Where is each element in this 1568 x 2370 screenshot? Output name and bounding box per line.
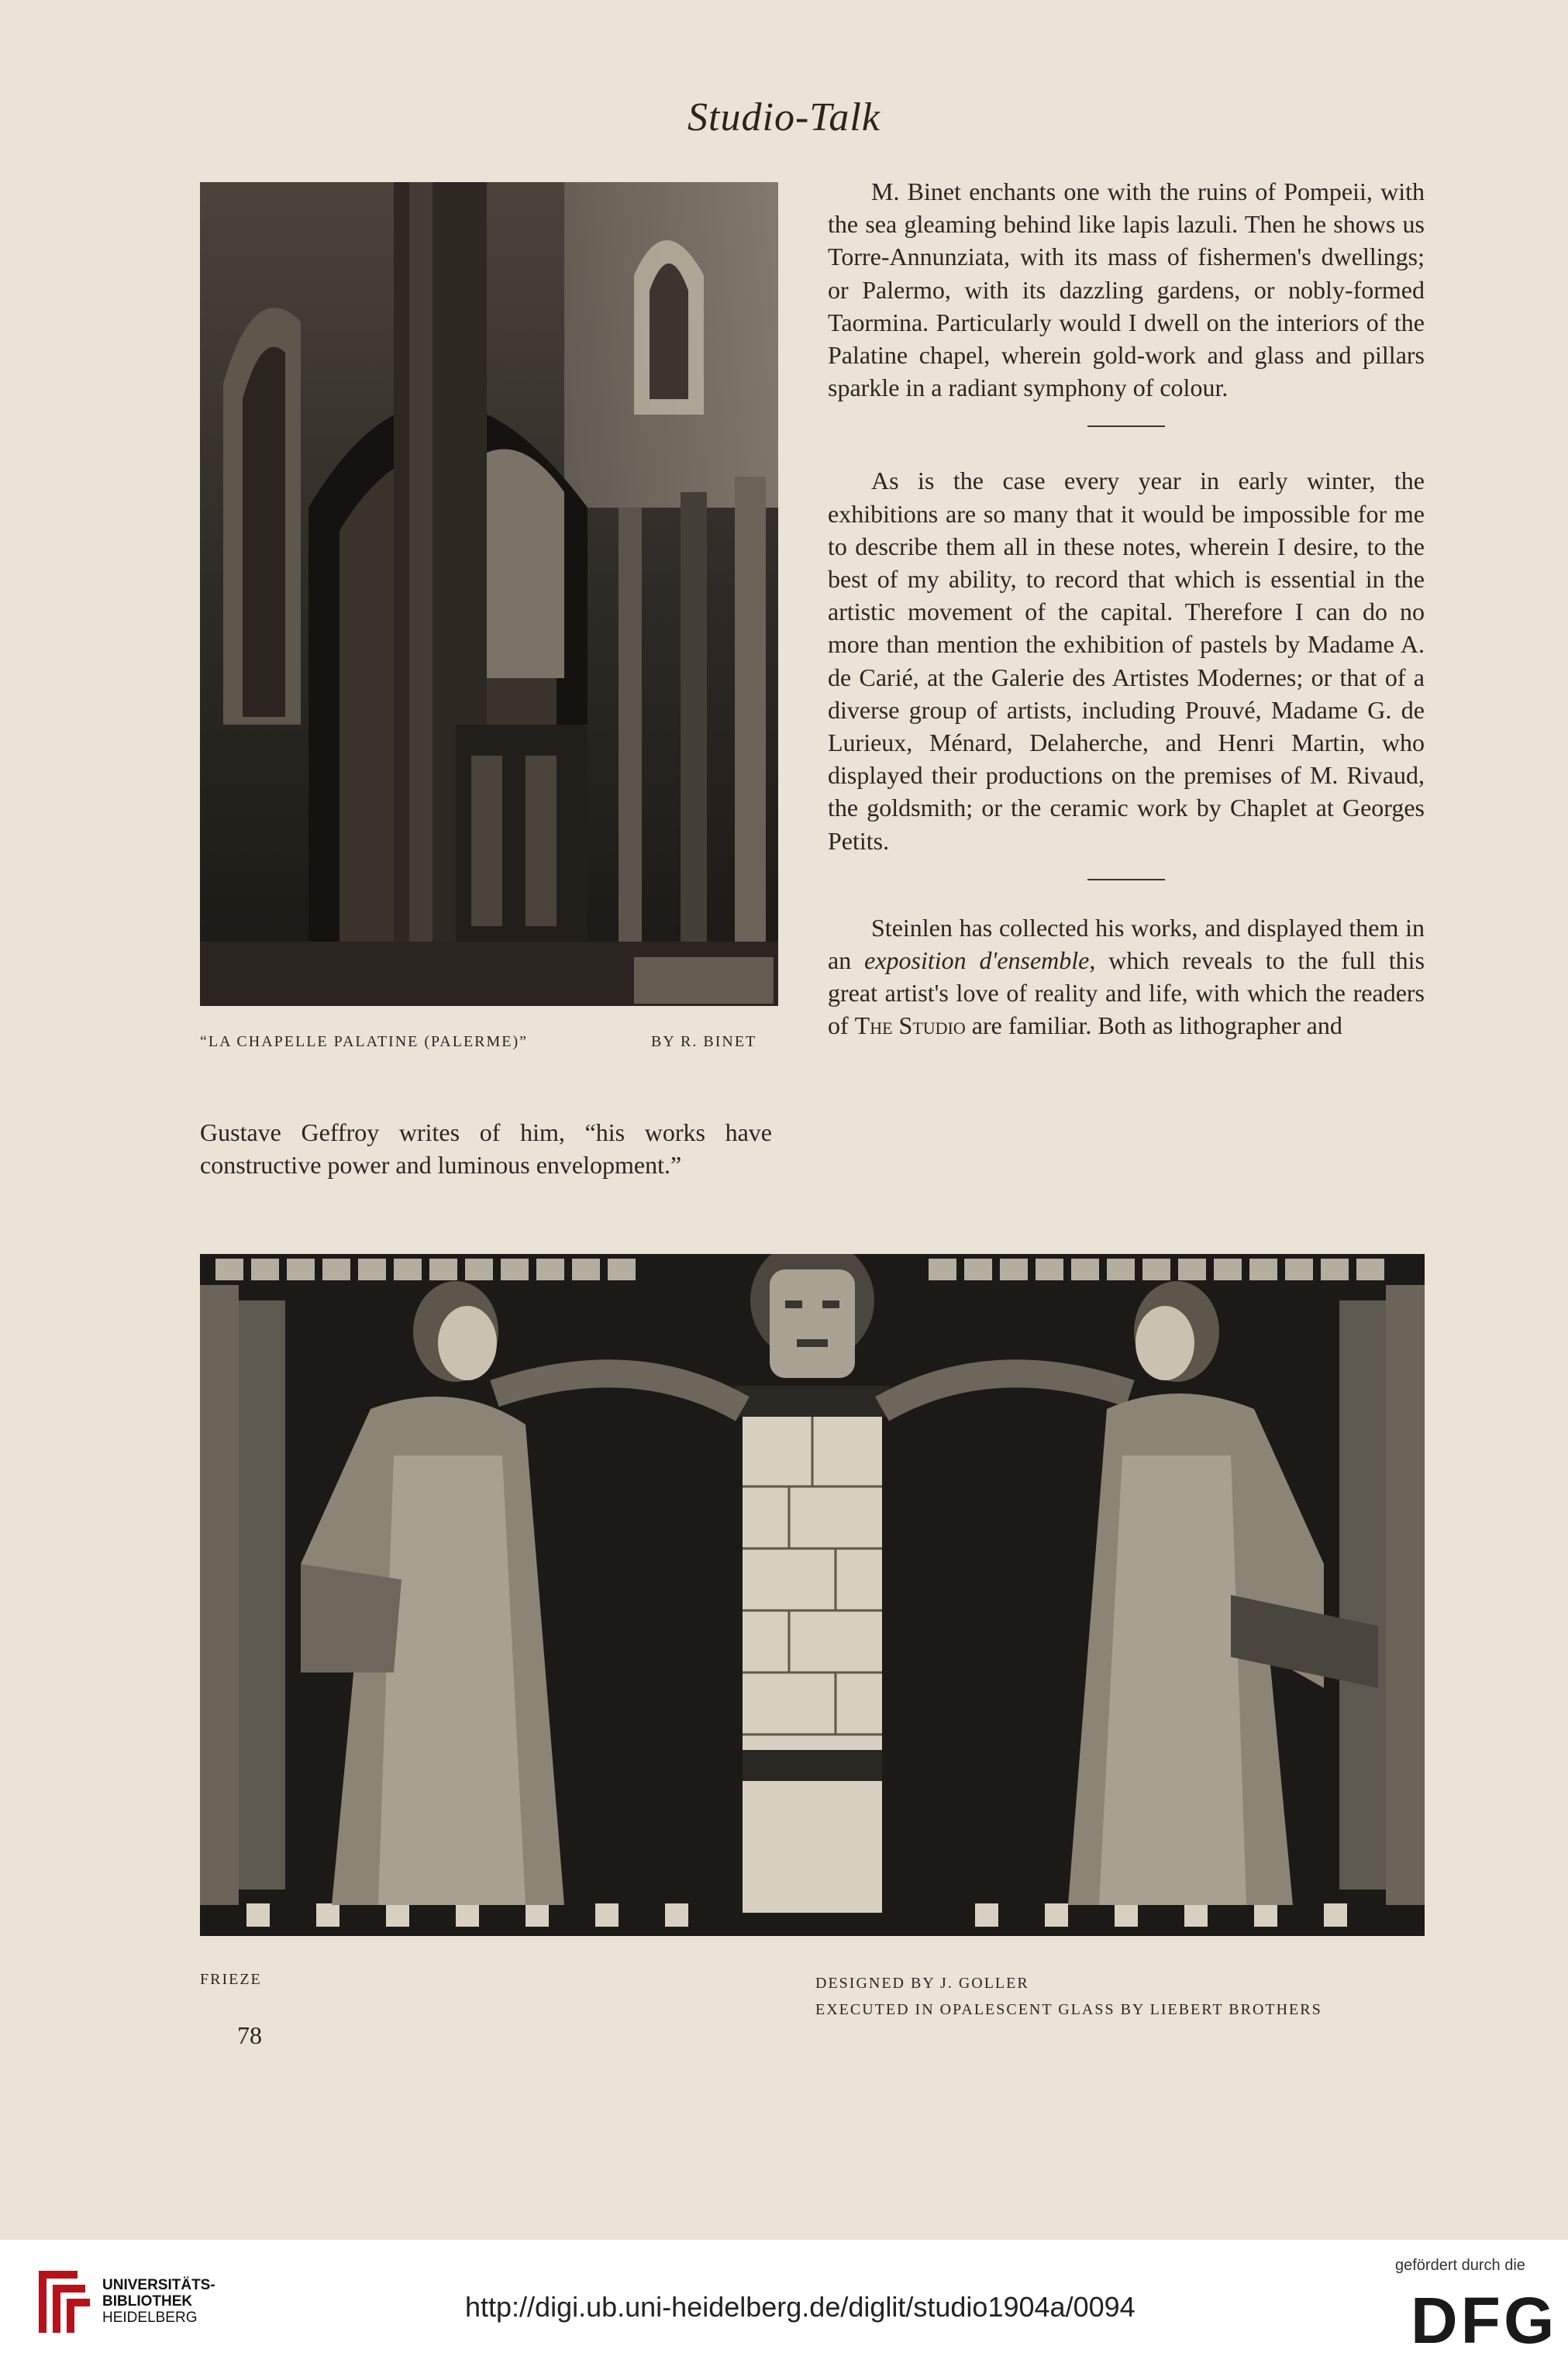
binet-paragraph: M. Binet enchants one with the ruins of Pompeii, with the sea gleaming behind like lapis lazuli. Then he shows us Torre-Annunziata, with its mass of fishermen's dwellings; or Palermo, with its dazzling gardens, or nobly-formed Taormina. Particularly would I dwell on the interiors of the Palatine chapel, wherein gold-work and glass and pillars sparkle in a radiant symphony of colour. bbox=[828, 177, 1425, 402]
left-column-text bbox=[200, 1116, 772, 1181]
frieze-drawing bbox=[200, 1254, 1425, 1936]
steinlen-text-a: Steinlen has collected his works, and displayed them in an bbox=[828, 913, 1425, 975]
chapelle-palatine-drawing bbox=[200, 182, 778, 1006]
digitization-url[interactable]: http://digi.ub.uni-heidelberg.de/diglit/studio1904a/0094 bbox=[465, 2291, 1136, 2323]
steinlen-paragraph bbox=[828, 911, 1425, 1042]
exhibitions-paragraph: As is the case every year in early winter, the exhibitions are so many that it would be impossible for me to describe them all in these notes, wherein I desire, to the best of my ability, to record that which is essential in the artistic movement of the capital. Therefore I can do no more than mention the exhibition of pastels by Madame A. de Carié, at the Galerie des Artistes Modernes; or that of a diverse group of artists, including Prouvé, Madame G. de Lurieux, Ménard, Delaherche, and Henri Martin, who displayed their productions on the premises of M. Rivaud, the goldsmith; or the ceramic work by Chaplet at Georges Petits. bbox=[828, 467, 1425, 855]
page-number: 78 bbox=[237, 2021, 262, 2049]
funding-note: gefördert durch die bbox=[1395, 2257, 1525, 2274]
section-divider bbox=[1087, 425, 1165, 427]
library-line-2: BIBLIOTHEK bbox=[102, 2293, 193, 2310]
library-line-1: UNIVERSITÄTS- bbox=[102, 2277, 215, 2293]
dfg-logo: DFG bbox=[1411, 2284, 1558, 2357]
studio-smallcaps: Studio bbox=[898, 1011, 966, 1040]
chapelle-palatine-illustration bbox=[200, 182, 778, 1006]
the-smallcaps: The bbox=[854, 1011, 893, 1040]
frieze-label: FRIEZE bbox=[200, 1971, 262, 1988]
frieze-executed-by: EXECUTED IN OPALESCENT GLASS BY LIEBERT BROTHERS bbox=[815, 2001, 1322, 2018]
figure-credit: BY R. BINET bbox=[651, 1033, 757, 1050]
steinlen-text-b: , which reveals to the full this great artist's love of reality and life, with which the readers of bbox=[828, 946, 1425, 1040]
steinlen-italic: exposition d'ensemble bbox=[864, 946, 1090, 975]
right-column bbox=[828, 175, 1425, 1042]
frieze-illustration bbox=[200, 1254, 1425, 1936]
steinlen-text-c: are familiar. Both as lithographer and bbox=[965, 1011, 1342, 1040]
geffroy-quote-paragraph: Gustave Geffroy writes of him, “his works have constructive power and luminous envelopment.” bbox=[200, 1118, 772, 1180]
figure-caption: “LA CHAPELLE PALATINE (PALERME)” bbox=[200, 1033, 529, 1050]
frieze-designed-by: DESIGNED BY J. GOLLER bbox=[815, 1975, 1029, 1992]
running-head: Studio-Talk bbox=[688, 95, 880, 140]
library-name bbox=[102, 2277, 215, 2326]
section-divider bbox=[1087, 879, 1165, 880]
library-line-3: HEIDELBERG bbox=[102, 2310, 198, 2326]
digitization-footer bbox=[0, 2240, 1568, 2370]
library-logo-icon bbox=[31, 2263, 93, 2341]
